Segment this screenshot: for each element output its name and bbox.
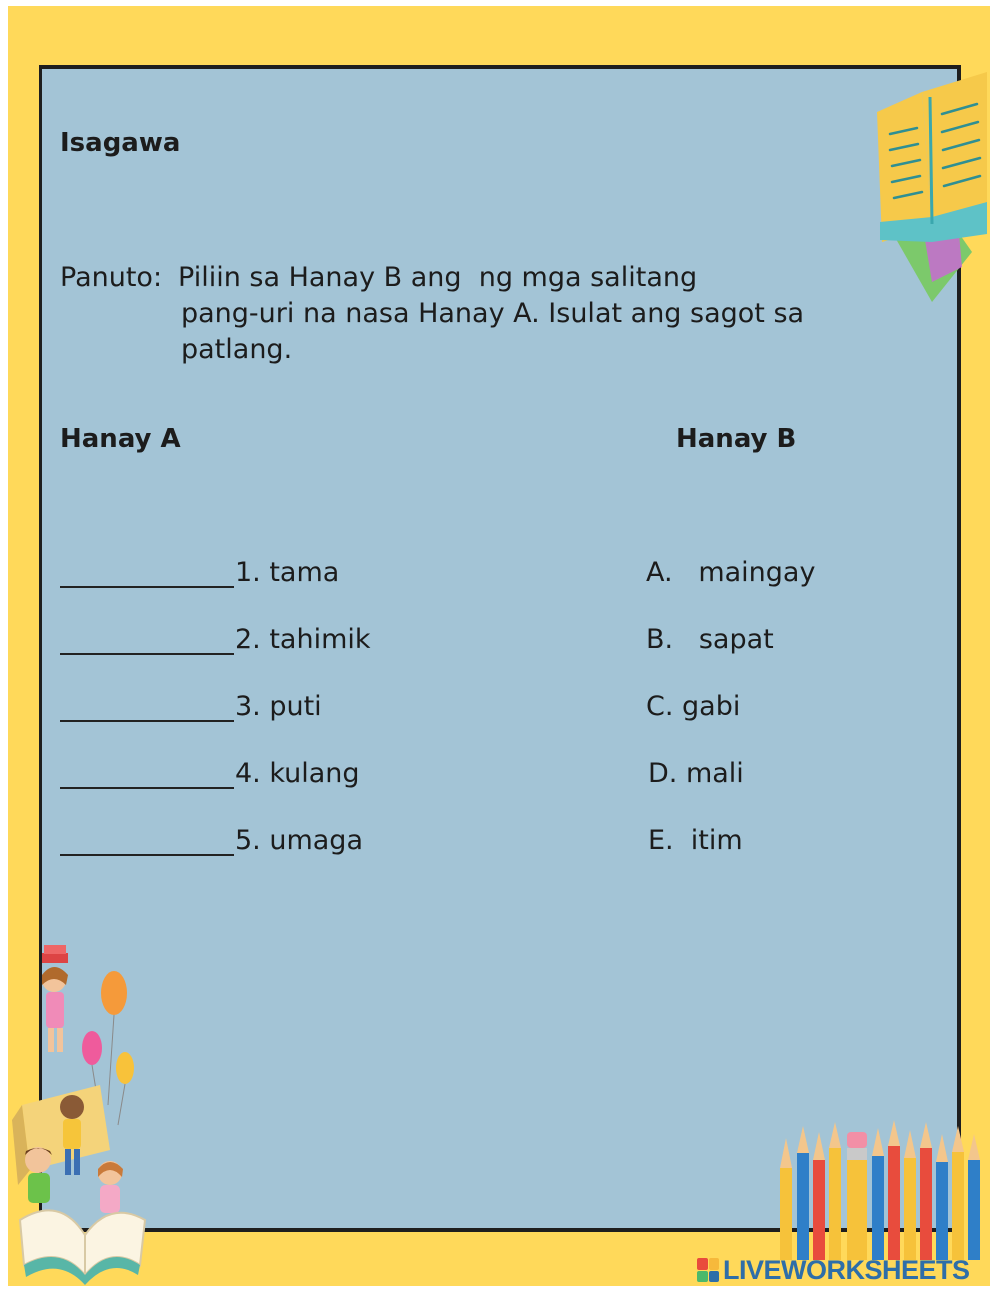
- answer-blank-4[interactable]: [60, 787, 234, 789]
- column-b-item-b: B. sapat: [646, 624, 774, 655]
- logo-mark-icon: [697, 1258, 719, 1282]
- column-b-item-c: C. gabi: [646, 691, 741, 722]
- column-a-item-5: 5. umaga: [235, 825, 363, 856]
- column-a-item-3: 3. puti: [235, 691, 322, 722]
- column-a-item-1: 1. tama: [235, 557, 340, 588]
- answer-blank-2[interactable]: [60, 653, 234, 655]
- answer-blank-1[interactable]: [60, 586, 234, 588]
- section-title: Isagawa: [60, 128, 181, 158]
- column-a-header: Hanay A: [60, 424, 181, 454]
- kids-balloons-illustration: [10, 945, 150, 1290]
- logo-text: LIVEWORKSHEETS: [723, 1254, 970, 1285]
- column-b-item-e: E. itim: [648, 825, 743, 856]
- pencils-illustration: [775, 1118, 990, 1260]
- column-b-item-a: A. maingay: [646, 557, 816, 588]
- column-a-item-4: 4. kulang: [235, 758, 360, 789]
- instructions-line-2: pang-uri na nasa Hanay A. Isulat ang sagot sa: [181, 298, 805, 329]
- column-b-header: Hanay B: [676, 424, 797, 454]
- book-illustration: [852, 52, 992, 312]
- answer-blank-5[interactable]: [60, 854, 234, 856]
- instructions-label: Panuto:: [60, 262, 163, 293]
- answer-blank-3[interactable]: [60, 720, 234, 722]
- content-panel: [39, 65, 961, 1232]
- instructions-line-3: patlang.: [181, 334, 293, 365]
- instructions-line-1: Piliin sa Hanay B ang ng mga salitang: [178, 262, 698, 293]
- column-a-item-2: 2. tahimik: [235, 624, 371, 655]
- liveworksheets-logo: [697, 1255, 970, 1285]
- column-b-item-d: D. mali: [648, 758, 744, 789]
